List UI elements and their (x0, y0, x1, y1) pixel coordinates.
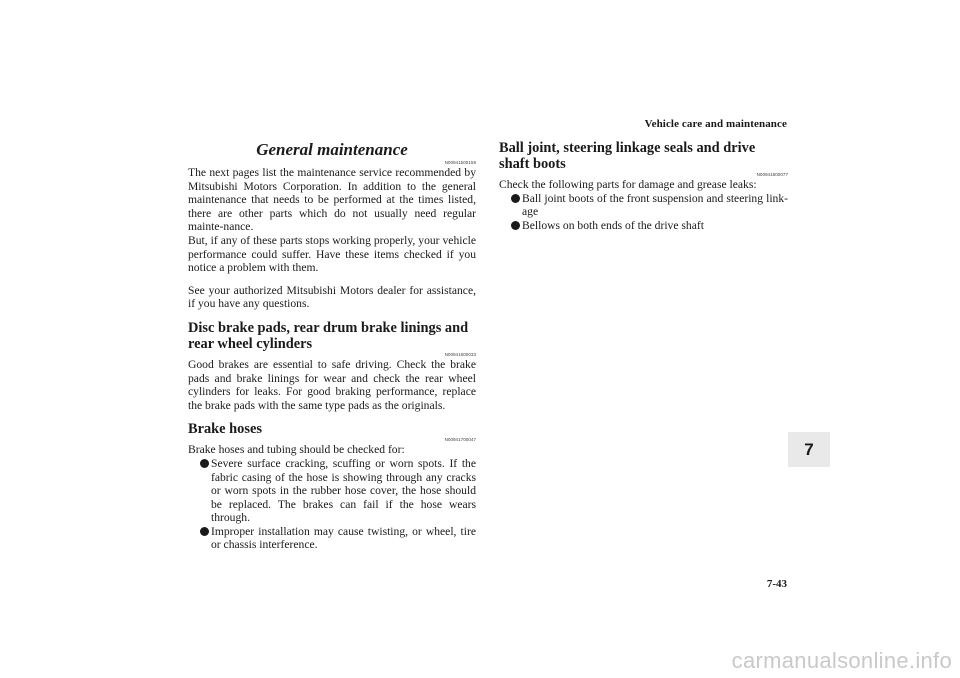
bullet-icon (511, 194, 520, 203)
ball-joint-heading: Ball joint, steering linkage seals and drive shaft boots (499, 140, 756, 172)
right-column (499, 140, 788, 232)
intro-paragraph-3: See your authorized Mitsubishi Motors dealer for assistance, if you have any questions. (188, 283, 476, 311)
brake-hoses-code: N00941700047 (444, 437, 476, 443)
ball-joint-intro: Check the following parts for damage and grease leaks: (499, 178, 757, 191)
running-header: Vehicle care and maintenance (644, 118, 787, 130)
bullet-icon (511, 221, 520, 230)
list-item (188, 525, 476, 552)
main-title: General maintenance (256, 140, 408, 159)
ball-joint-list (499, 192, 788, 233)
brake-hoses-heading: Brake hoses (188, 421, 262, 438)
bullet-icon (200, 459, 209, 468)
ball-joint-code: N00941800077 (756, 172, 788, 177)
bullet-icon (200, 527, 209, 536)
list-item (499, 219, 788, 233)
brake-hoses-list (188, 457, 476, 552)
intro-paragraph-2: But, if any of these parts stops working properly, your vehicle performance could suffer. Have these items checked if you notice a problem with them. (188, 233, 476, 275)
watermark-text: carmanualsonline.info (731, 648, 952, 673)
list-item-text: Severe surface cracking, scuffing or worn spots. If the fabric casing of the hose is showing through any cracks or worn spots in the rubber hose cover, the hose should be replaced. The brakes can fail if the hose wears through. (211, 456, 476, 525)
list-item-text: Bellows on both ends of the drive shaft (522, 218, 704, 232)
chapter-tab: 7 (788, 432, 830, 467)
brake-hoses-intro: Brake hoses and tubing should be checked for: (188, 443, 405, 457)
left-column (188, 140, 476, 552)
list-item-text: Improper installation may cause twisting, or wheel, tire or chassis interference. (211, 524, 476, 552)
list-item-text: Ball joint boots of the front suspension and steering link-age (522, 191, 788, 219)
list-item (188, 457, 476, 525)
brake-pads-heading: Disc brake pads, rear drum brake linings and rear wheel cylinders (188, 319, 469, 352)
list-item (499, 192, 788, 219)
main-section-code: N00941500159 (444, 160, 476, 165)
brake-pads-paragraph: Good brakes are essential to safe driving. Check the brake pads and brake linings for wear and check the rear wheel cylinders for leaks. For good braking performance, replace the brake pads with the same type pads as the originals. (188, 357, 476, 412)
brake-pads-code: N00941600033 (444, 351, 476, 357)
intro-paragraph-1: The next pages list the maintenance service recommended by Mitsubishi Motors Corporation. In addition to the general maintenance that needs to be performed at the times listed, there are other parts which do not usually need regular mainte-nance. (188, 166, 476, 234)
page-number: 7-43 (766, 578, 787, 590)
